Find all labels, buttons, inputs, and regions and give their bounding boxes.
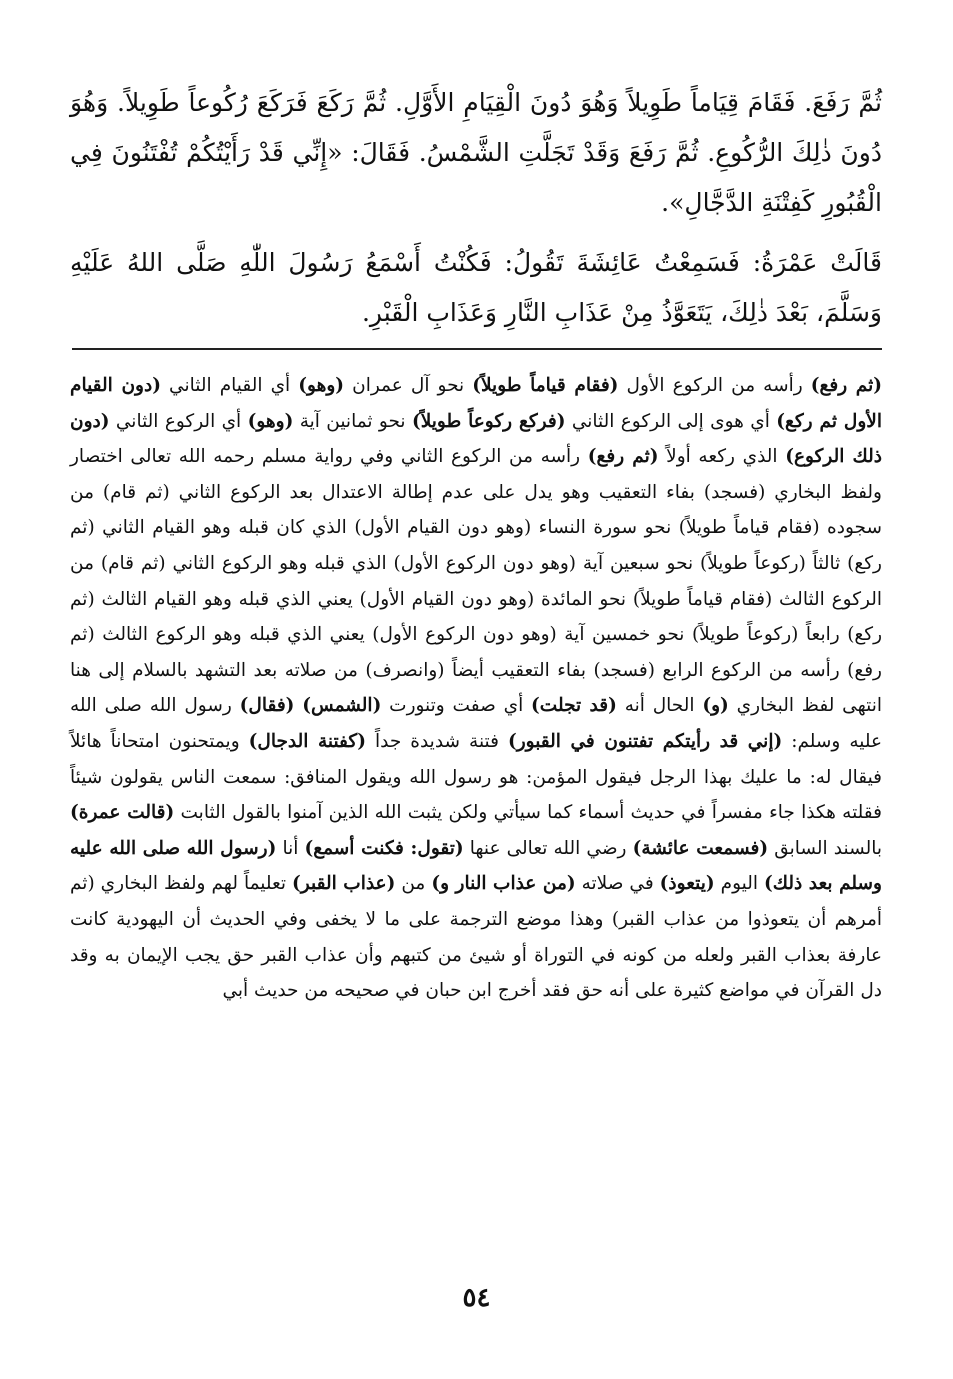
commentary-text-block [70, 368, 882, 1009]
commentary-quoted-phrase: (تقول: فكنت أسمع) [304, 837, 464, 859]
commentary-text: أي الركوع الثاني [109, 410, 248, 432]
commentary-text: رأسه من الركوع الثاني وفي رواية مسلم رحمه الله تعالى اختصار ولفظ البخاري (فسجد) بفاء التعقيب وهو يدل على عدم إطالة الاعتدال بعد الركوع الثاني (ثم قام) من سجوده (فقام قياماً طويلاً) نحو سورة النساء (وهو دون القيام الأول) الذي كان قبله وهو القيام الثاني (ثم ركع) ثالثاً (ركوعاً طويلاً) نحو سبعين آية (وهو دون الركوع الأول) الذي قبله وهو الركوع الثاني (ثم قام) من الركوع الثالث (فقام قياماً طويلاً) نحو المائدة (وهو دون القيام الأول) يعني الذي قبله وهو القيام الثالث (ثم ركع) رابعاً (ركوعاً طويلاً) نحو خمسين آية (وهو دون الركوع الأول) يعني الذي قبله وهو الركوع الثالث (ثم رفع) رأسه من الركوع الرابع (فسجد) بفاء التعقيب أيضاً (وانصرف) من صلاته بعد التشهد بالسلام إلى هنا انتهى لفظ البخاري [70, 446, 882, 717]
page-number: ٥٤ [462, 1283, 491, 1313]
commentary-text: نحو ثمانين آية [293, 410, 412, 432]
commentary-quoted-phrase: (وهو) [247, 410, 294, 432]
commentary-quoted-phrase: (وهو) [298, 375, 345, 396]
commentary-quoted-phrase: (عذاب القبر) [292, 873, 396, 895]
commentary-quoted-phrase: (دون القيام الأول ثم ركع) [70, 375, 882, 432]
commentary-text: الحال أنه [616, 695, 703, 717]
commentary-text: أي القيام الثاني [160, 375, 299, 396]
commentary-text: الذي ركعه أولاً [658, 446, 786, 468]
hadith-paragraph-1: ثُمَّ رَفَعَ. فَقَامَ قِيَاماً طَوِيلاً وَهُوَ دُونَ الْقِيَامِ الأَوَّلِ. ثُمَّ رَكَعَ فَرَكَعَ رُكُوعاً طَوِيلاً. وَهُوَ دُونَ ذٰلِكَ الرُّكُوعِ. ثُمَّ رَفَعَ وَقَدْ تَجَلَّتِ الشَّمْسُ. فَقَالَ: «إِنِّي قَدْ رَأَيْتُكُمْ تُفْتَنُونَ فِي الْقُبُورِ كَفِتْنَةِ الدَّجَّالِ». [70, 88, 882, 217]
commentary-quoted-phrase: (كفتنة الدجال) [248, 730, 366, 752]
commentary-quoted-phrase: (الشمس) [302, 695, 382, 717]
commentary-quoted-phrase: (رسول الله صلى الله عليه وسلم بعد ذلك) [70, 837, 882, 895]
commentary-quoted-phrase: (فقام قياماً طويلاً) [472, 375, 619, 396]
commentary-text: تعليماً لهم ولفظ البخاري (ثم أمرهم أن يتعوذوا من عذاب القبر) وهذا موضع الترجمة على ما لا يخفى وفي الحديث أن اليهودية كانت عارفة بعذاب القبر ولعله من كونه في التوراة أو شيئ من كتبهم وأن عذاب القبر حق يجب الإيمان به وقد دل القرآن في مواضع كثيرة على أنه حق فقد أخرج ابن حبان في صحيحه من حديث أبي [70, 873, 882, 1002]
commentary-text: نحو آل عمران [344, 375, 473, 396]
commentary-quoted-phrase: (فركع ركوعاً طويلاً) [411, 410, 566, 432]
hadith-text-block [70, 78, 882, 348]
commentary-quoted-phrase: (قالت عمرة) [70, 802, 175, 824]
commentary-text: أي صفت وتنورت [381, 695, 532, 717]
commentary-text: بالسند السابق [768, 837, 883, 859]
commentary-quoted-phrase: (فقال) [239, 695, 295, 717]
commentary-text: من [395, 873, 432, 895]
commentary-text: رسول الله صلى الله عليه وسلم: [70, 695, 883, 752]
commentary-quoted-phrase: (ثم رفع) [810, 375, 882, 396]
hadith-paragraph-2: قَالَتْ عَمْرَةُ: فَسَمِعْتُ عَائِشَةَ تَقُولُ: فَكُنْتُ أَسْمَعُ رَسُولَ اللّٰهِ صَلَّى اللهُ عَلَيْهِ وَسَلَّمَ، بَعْدَ ذٰلِكَ، يَتَعَوَّذُ مِنْ عَذَابِ النَّارِ وَعَذَابِ الْقَبْرِ. [70, 248, 882, 327]
commentary-text: أي هوى إلى الركوع الثاني [565, 410, 777, 432]
commentary-text: في صلاته [575, 873, 660, 895]
commentary-text: رضي الله تعالى عنها [463, 837, 633, 859]
commentary-quoted-phrase: (و) [702, 695, 729, 717]
commentary-text: أنا [276, 837, 305, 859]
commentary-quoted-phrase: (دون ذلك الركوع) [70, 410, 882, 468]
commentary-quoted-phrase: (إني قد رأيتكم تفتنون في القبور) [507, 730, 783, 752]
footnote-divider [72, 348, 882, 350]
commentary-text: اليوم [714, 873, 764, 895]
commentary-quoted-phrase: (ثم رفع) [587, 446, 659, 468]
commentary-quoted-phrase: (قد تجلت) [531, 695, 617, 717]
commentary-quoted-phrase: (يتعوذ) [659, 873, 715, 895]
commentary-text: ويمتحنون امتحاناً هائلاً فيقال له: ما عليك بهذا الرجل فيقول المؤمن: هو رسول الله ويقول المنافق: سمعت الناس يقولون شيئاً فقلته هكذا جاء مفسراً في حديث أسماء كما سيأتي ولكن يثبت الله الذين آمنوا بالقول الثابت [70, 730, 882, 824]
commentary-quoted-phrase: (من عذاب النار و) [431, 873, 576, 895]
commentary-text: فتنة شديدة جداً [365, 730, 508, 752]
commentary-quoted-phrase: (فسمعت عائشة) [632, 837, 769, 859]
commentary-text: رأسه من الركوع الأول [618, 375, 811, 396]
